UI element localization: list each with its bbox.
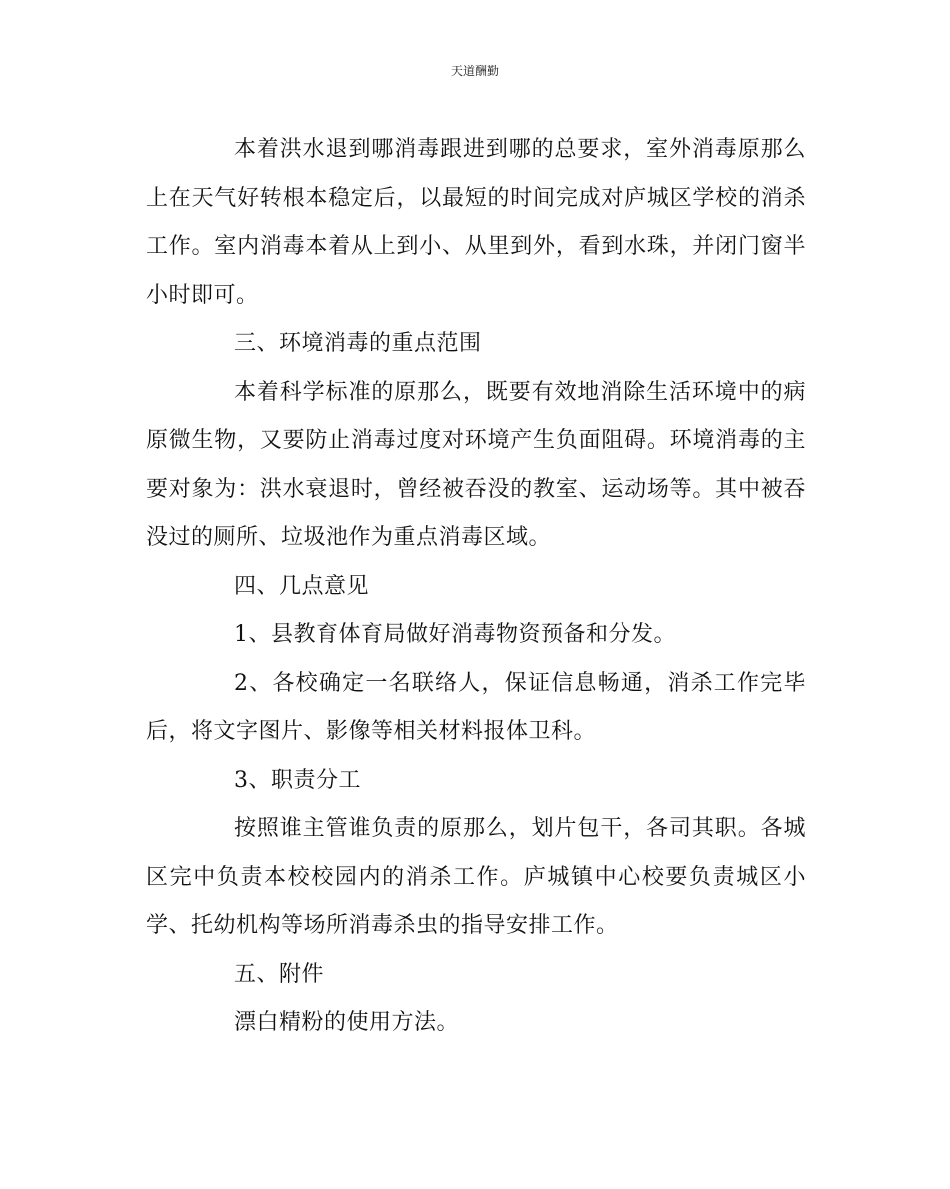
paragraph-responsibilities: 按照谁主管谁负责的原那么，划片包干，各司其职。各城区完中负责本校校园内的消杀工作。庐城镇中心校要负责城区小学、托幼机构等场所消毒杀虫的指导安排工作。 [146, 816, 806, 938]
section-heading-3: 三、环境消毒的重点范围 [234, 331, 482, 356]
document-body [146, 126, 806, 1048]
paragraph-attachment: 漂白精粉的使用方法。 [234, 1010, 460, 1035]
paragraph-disinfection-requirements: 本着洪水退到哪消毒跟进到哪的总要求，室外消毒原那么上在天气好转根本稳定后，以最短的时间完成对庐城区学校的消杀工作。室内消毒本着从上到小、从里到外，看到水珠，并闭门窗半小时即可。 [146, 137, 806, 308]
section-heading-4: 四、几点意见 [234, 573, 370, 599]
page-header: 天道酬勤 [450, 64, 499, 78]
paragraph-environment-scope: 本着科学标准的原那么，既要有效地消除生活环境中的病原微生物，又要防止消毒过度对环境产生负面阻碍。环境消毒的主要对象为：洪水衰退时，曾经被吞没的教室、运动场等。其中被吞没过的厕所、垃圾池作为重点消毒区域。 [146, 379, 806, 550]
list-item-3: 3、职责分工 [234, 767, 361, 793]
list-item-2: 2、各校确定一名联络人，保证信息畅通，消杀工作完毕后，将文字图片、影像等相关材料报体卫科。 [146, 670, 806, 744]
section-heading-5: 五、附件 [234, 961, 325, 987]
list-item-1: 1、县教育体育局做好消毒物资预备和分发。 [234, 622, 676, 647]
